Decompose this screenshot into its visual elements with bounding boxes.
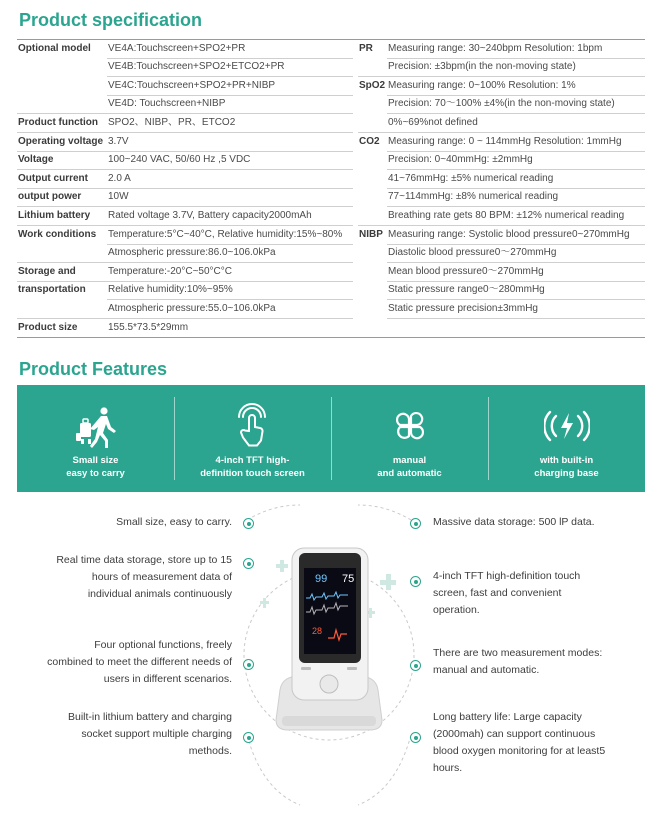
spec-lk: output power xyxy=(18,191,82,203)
spec-rv: Diastolic blood pressure0～270mmHg xyxy=(388,247,557,259)
spec-rv: 41~76mmHg: ±5% numerical reading xyxy=(388,172,554,184)
feature-label: Small size easy to carry xyxy=(66,455,125,479)
spec-row xyxy=(17,95,645,114)
spec-lv: 10W xyxy=(108,191,129,203)
pr-readout: 75 xyxy=(342,573,355,585)
spec-row xyxy=(17,170,645,189)
spec-row xyxy=(17,226,645,245)
right-description: Long battery life: Large capacity (2000mah) can support continuous blood oxygen monitoring for at least5 hours. xyxy=(433,711,606,774)
spec-table xyxy=(17,39,645,336)
spec-lv: VE4D: Touchscreen+NIBP xyxy=(108,98,226,110)
spec-row xyxy=(17,207,645,226)
spec-lk: Operating voltage xyxy=(18,135,104,147)
spec-lk: Product size xyxy=(18,321,78,333)
bullet-dot xyxy=(243,518,254,529)
bullet-dot xyxy=(410,732,421,743)
spec-lv: VE4A:Touchscreen+SPO2+PR xyxy=(108,42,246,54)
spec-rv: Breathing rate gets 80 BPM: ±12% numerical reading xyxy=(388,209,625,221)
spec-lk: Optional model xyxy=(18,42,91,54)
spec-lk: transportation xyxy=(18,284,86,296)
spec-lk: Voltage xyxy=(18,154,54,166)
spec-rv: Static pressure range0～280mmHg xyxy=(388,284,545,296)
spec-lk: Output current xyxy=(18,172,88,184)
spec-rv: Precision: ±3bpm(in the non-moving state) xyxy=(388,61,576,73)
spec-lv: Rated voltage 3.7V, Battery capacity2000mAh xyxy=(108,209,312,221)
feature-touch-screen xyxy=(174,385,331,492)
carry-icon xyxy=(73,403,119,449)
left-description: Four optional functions, freely combined to meet the different needs of users in different scenarios. xyxy=(47,639,232,685)
feature-modes xyxy=(331,385,488,492)
spec-row xyxy=(17,133,645,152)
bullet-dot xyxy=(243,732,254,743)
spec-rv: Static pressure precision±3mmHg xyxy=(388,302,538,314)
spec-lv: 2.0 A xyxy=(108,172,131,184)
bullet-dot xyxy=(243,558,254,569)
power-button xyxy=(320,675,338,693)
spec-rk: NIBP xyxy=(359,228,383,240)
spec-lv: SPO2、NIBP、PR、ETCO2 xyxy=(108,116,236,128)
spec-rv: Measuring range: 0 ~ 114mmHg Resolution: 1mmHg xyxy=(388,135,622,147)
spec-lv: VE4C:Touchscreen+SPO2+PR+NIBP xyxy=(108,79,276,91)
spec-row xyxy=(17,188,645,207)
spec-lv: Atmospheric pressure:55.0~106.0kPa xyxy=(108,302,276,314)
spec-rk: CO2 xyxy=(359,135,380,147)
spec-lv: 3.7V xyxy=(108,135,129,147)
feature-label: with built-in charging base xyxy=(534,455,599,479)
spec-lv: 155.5*73.5*29mm xyxy=(108,321,189,333)
charging-icon xyxy=(544,403,590,449)
spo2-readout: 99 xyxy=(315,573,328,585)
spec-lv: Temperature:5°C~40°C, Relative humidity:15%~80% xyxy=(108,228,343,240)
spec-row xyxy=(17,244,645,263)
spec-row xyxy=(17,300,645,319)
row-divider xyxy=(17,337,645,338)
spec-rk: SpO2 xyxy=(359,79,386,91)
spec-rv: Measuring range: 0~100% Resolution: 1% xyxy=(388,79,576,91)
spec-lk: Storage and xyxy=(18,265,76,277)
spec-rv: Precision: 0~40mmHg: ±2mmHg xyxy=(388,154,533,166)
spec-rv: 77~114mmHg: ±8% numerical reading xyxy=(388,191,559,203)
right-description: Massive data storage: 500 lP data. xyxy=(433,516,595,528)
left-description: Built-in lithium battery and charging socket support multiple charging methods. xyxy=(67,711,232,757)
bullet-dot xyxy=(410,576,421,587)
spec-rk: PR xyxy=(359,42,373,54)
feature-label: 4-inch TFT high- definition touch screen xyxy=(200,455,305,479)
spec-lk: Lithium battery xyxy=(18,209,91,221)
features-band xyxy=(17,385,645,492)
feature-label: manual and automatic xyxy=(377,455,442,479)
spec-lv: Atmospheric pressure:86.0~106.0kPa xyxy=(108,247,276,259)
spec-row xyxy=(17,263,645,282)
bullet-dot xyxy=(410,660,421,671)
right-description: 4-inch TFT high-definition touch screen, fast and convenient operation. xyxy=(433,570,581,616)
feature-charging xyxy=(488,385,645,492)
spec-lk: Product function xyxy=(18,116,98,128)
bullet-dot xyxy=(410,518,421,529)
spec-lv: VE4B:Touchscreen+SPO2+ETCO2+PR xyxy=(108,61,285,73)
mode-icon xyxy=(387,403,433,449)
spec-row xyxy=(17,281,645,300)
spec-lv: 100~240 VAC, 50/60 Hz ,5 VDC xyxy=(108,154,251,166)
spec-lk: Work conditions xyxy=(18,228,97,240)
right-description: There are two measurement modes: manual and automatic. xyxy=(433,647,603,676)
spec-lv: Temperature:-20°C~50°C°C xyxy=(108,265,232,277)
spec-title: Product specification xyxy=(19,10,203,30)
bullet-dot xyxy=(243,659,254,670)
spec-rv: Measuring range: Systolic blood pressure0~270mmHg xyxy=(388,228,630,240)
left-description: Real time data storage, store up to 15 hours of measurement data of individual animals continuously xyxy=(56,554,232,600)
left-description: Small size, easy to carry. xyxy=(116,516,232,528)
feature-small-size xyxy=(17,385,174,492)
spec-row xyxy=(17,151,645,170)
nibp-readout: 28 xyxy=(312,626,323,636)
spec-row xyxy=(17,114,645,133)
spec-row xyxy=(17,77,645,96)
spec-rv: Precision: 70～100% ±4%(in the non-moving state) xyxy=(388,98,615,110)
touch-icon xyxy=(230,403,276,449)
features-title: Product Features xyxy=(19,359,168,379)
spec-rv: Measuring range: 30~240bpm Resolution: 1bpm xyxy=(388,42,603,54)
spec-rv: 0%~69%not defined xyxy=(388,116,478,128)
spec-rv: Mean blood pressure0～270mmHg xyxy=(388,265,544,277)
spec-row xyxy=(17,40,645,59)
spec-row xyxy=(17,58,645,77)
spec-row xyxy=(17,319,645,338)
spec-lv: Relative humidity:10%~95% xyxy=(108,284,233,296)
